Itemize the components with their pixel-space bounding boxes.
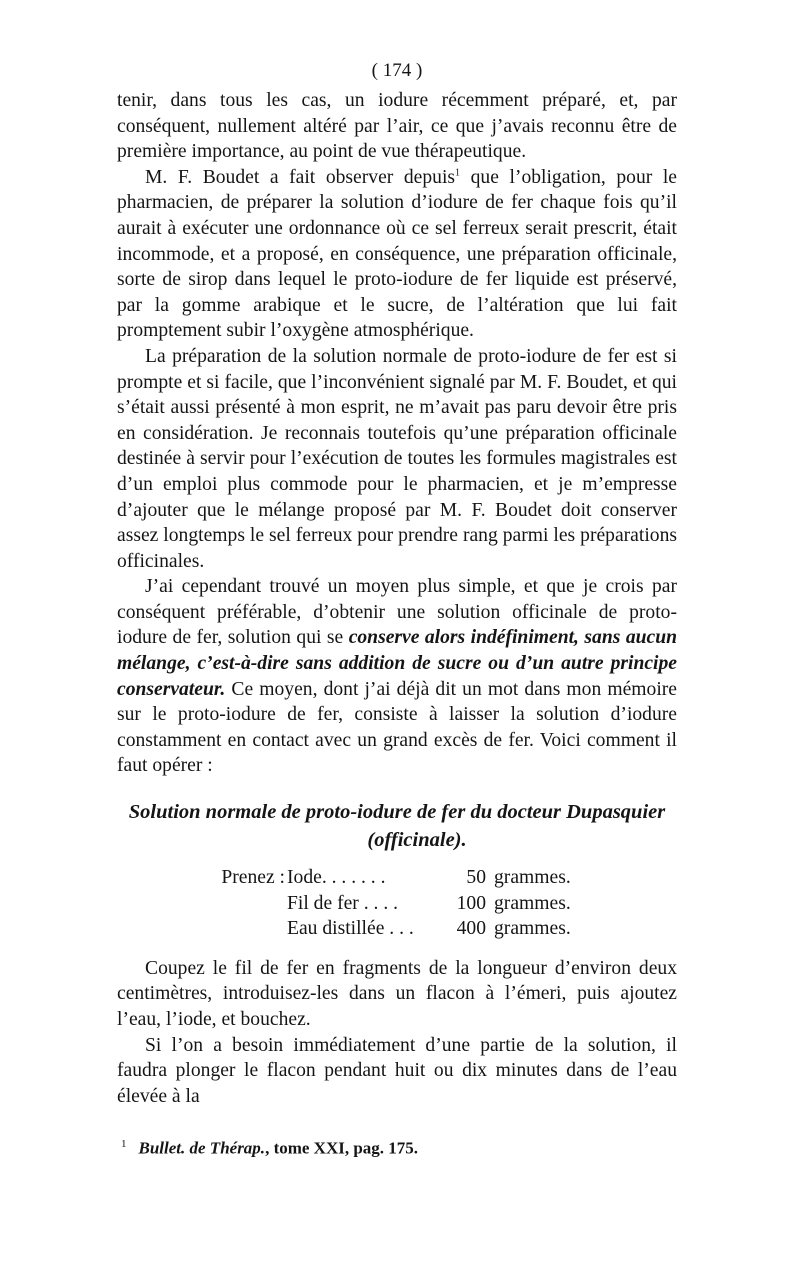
recipe-quantity: 400	[456, 918, 486, 940]
footnote-source: Bullet. de Thérap.	[138, 1139, 266, 1159]
paragraph-2-text-b: que l’obligation, pour le pharmacien, de préparer la solution d’iodure de fer chaque fois qu’il aurait à exécuter une ordonnance où ce sel ferreux serait prescrit, était incommode, et a proposé, en conséquence, une préparation officinale, sorte de sirop dans lequel le proto-iodure de fer liquide est préservé, par la gomme arabique et le sucre, de l’altération que lui fait promptement subir l’oxygène atmosphérique.	[117, 166, 678, 342]
paragraph-1: tenir, dans tous les cas, un iodure récemment préparé, et, par conséquent, nullement altéré par l’air, ce que j’avais reconnu être de première importance, au point de vue thérapeutique.	[117, 90, 677, 163]
recipe-item: Eau distillée . . .	[287, 918, 414, 940]
paragraph-4-text-b: Ce moyen, dont j’ai déjà dit un mot dans mon mémoire sur le proto-iodure de fer, consiste à laisser la solution d’iodure constamment en contact avec un grand excès de fer. Voici comment il faut opérer :	[117, 678, 677, 777]
paragraph-2-text-a: M. F. Boudet a fait observer depuis	[145, 166, 456, 188]
recipe-item: Iode. . . . . . .	[287, 867, 386, 889]
recipe-quantity: 50	[466, 867, 486, 889]
footnote	[117, 1133, 677, 1160]
footnote-mark: 1	[121, 1138, 127, 1151]
paragraph-3: La préparation de la solution normale de proto-iodure de fer est si prompte et si facile, que l’inconvénient signalé par M. F. Boudet, et qui s’était aussi présenté à mon esprit, ne m’avait pas paru devoir être pris en considération. Je reconnais toutefois qu’une préparation officinale destinée à servir pour l’exécution de toutes les formules magistrales est d’un emploi plus commode pour le pharmacien, et je m’empresse d’ajouter que le mélange proposé par M. F. Boudet doit conserver assez longtemps le sel ferreux pour prendre rang parmi les préparations officinales.	[117, 345, 677, 572]
recipe-quantity: 100	[456, 892, 486, 914]
section-heading-line-2: (officinale).	[367, 829, 467, 852]
recipe-row	[117, 865, 677, 891]
recipe-label: Prenez :	[221, 867, 285, 889]
recipe-item: Fil de fer . . . .	[287, 892, 399, 914]
recipe-unit: grammes.	[494, 918, 571, 940]
paragraph-4-text-a: J’ai cependant trouvé un moyen plus simple, et que je crois par conséquent préférable, d’obtenir une solution officinale de proto-iodure de fer, solution qui se	[117, 576, 677, 649]
paragraph-2	[117, 165, 677, 344]
section-heading	[117, 798, 677, 854]
recipe-row	[117, 916, 677, 942]
section-heading-line-1: Solution normale de proto-iodure de fer du docteur Dupasquier	[128, 801, 666, 824]
footnote-reference-text: , tome XXI, pag. 175.	[265, 1139, 419, 1159]
footnote-reference: 1	[455, 167, 461, 179]
recipe-label-spacer	[117, 891, 287, 917]
recipe-table	[117, 865, 677, 942]
recipe-label-spacer	[117, 916, 287, 942]
recipe-unit: grammes.	[494, 867, 571, 889]
paragraph-5: Coupez le fil de fer en fragments de la longueur d’environ deux centimètres, introduisez-les dans un flacon à l’émeri, puis ajoutez l’eau, l’iode, et bouchez.	[117, 957, 677, 1030]
paragraph-4	[117, 574, 677, 779]
recipe-row	[117, 891, 677, 917]
paragraph-4-emphasis: conserve alors indéfiniment, sans aucun mélange, c’est-à-dire sans addition de sucre ou d’un autre principe conservateur.	[117, 627, 677, 700]
paragraph-6: Si l’on a besoin immédiatement d’une partie de la solution, il faudra plonger le flacon pendant huit ou dix minutes dans de l’eau élevée à la	[117, 1034, 677, 1107]
book-page	[117, 58, 677, 1160]
recipe-unit: grammes.	[494, 892, 571, 914]
page-number: ( 174 )	[371, 60, 423, 81]
